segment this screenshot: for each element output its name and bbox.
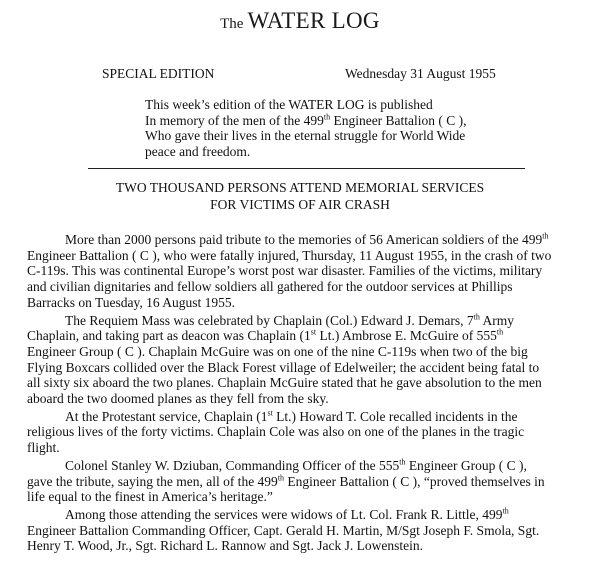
article-text: Lt.) Howard T. Cole recalled incidents in the	[272, 408, 518, 424]
article-line: Engineer Group ( C ). Chaplain McGuire was on one of the nine C-119s when two of the big	[27, 343, 528, 359]
ordinal-suffix: th	[502, 506, 509, 516]
article-text: Lt.) Ambrose E. McGuire of 555	[316, 328, 497, 344]
dedication-text: In memory of the men of the 499	[145, 112, 324, 128]
article-line: Henry T. Wood, Jr., Sgt. Richard L. Rannow and Sgt. Jack J. Lowenstein.	[27, 538, 423, 554]
article-body	[0, 232, 600, 554]
article-text: More than 2000 persons paid tribute to the memories of 56 American soldiers of the 499	[65, 232, 543, 247]
ordinal-suffix: st	[310, 327, 317, 337]
article-line	[0, 328, 600, 344]
article-line	[0, 313, 600, 329]
article-text: Engineer Battalion ( C ), “proved themselves in	[284, 473, 545, 489]
ordinal-suffix: th	[496, 327, 504, 337]
article-line	[0, 458, 600, 474]
ordinal-suffix: th	[277, 473, 285, 483]
article-line: life equal to the finest in America’s heritage.”	[27, 489, 273, 505]
article-text: At the Protestant service, Chaplain (1	[65, 408, 268, 424]
article-line: flight.	[27, 440, 60, 456]
article-text: Army	[479, 312, 515, 328]
article-line: Barracks on Tuesday, 16 August 1955.	[27, 294, 235, 310]
article-line: aboard the two doomed planes as they fell from the sky.	[27, 391, 329, 407]
article-line: Engineer Battalion Commanding Officer, Capt. Gerald H. Martin, M/Sgt Joseph F. Smola, Sgt.	[27, 522, 540, 538]
article-text: Chaplain, and taking part as deacon was Chaplain (1	[27, 328, 311, 344]
edition-label: SPECIAL EDITION	[102, 66, 215, 81]
article-text: Engineer Group ( C ),	[405, 457, 527, 473]
article-line: C-119s. This was continental Europe’s worst post war disaster. Families of the victims, military	[27, 263, 543, 279]
ordinal-suffix: st	[267, 408, 273, 418]
article-text: The Requiem Mass was celebrated by Chaplain (Col.) Edward J. Demars, 7	[65, 312, 474, 328]
article-line: Flying Boxcars collided over the Black Forest village of Edelweiler; the accident being fatal to	[27, 359, 540, 375]
dedication-notice	[145, 97, 525, 159]
edition-date: Wednesday 31 August 1955	[345, 66, 496, 81]
article-text: Colonel Stanley W. Dziuban, Commanding Officer of the 555	[65, 457, 400, 473]
dedication-line: peace and freedom.	[145, 143, 251, 159]
horizontal-rule	[88, 168, 525, 169]
ordinal-suffix: th	[323, 112, 331, 121]
dedication-line	[145, 113, 525, 129]
article-text: Among those attending the services were widows of Lt. Col. Frank R. Little, 499	[65, 506, 503, 522]
masthead-title: WATER LOG	[247, 8, 380, 33]
article-line: religious lives of the forty victims. Chaplain Cole was also on one of the planes in the tragic	[27, 424, 525, 440]
headline-line: FOR VICTIMS OF AIR CRASH	[210, 196, 390, 212]
ordinal-suffix: th	[473, 312, 480, 322]
dedication-line: Who gave their lives in the eternal struggle for World Wide	[145, 128, 466, 143]
dedication-line: This week’s edition of the WATER LOG is published	[145, 97, 433, 112]
headline-line: TWO THOUSAND PERSONS ATTEND MEMORIAL SERVICES	[115, 180, 485, 195]
masthead-prefix: The	[220, 16, 244, 32]
article-line	[0, 232, 600, 248]
article-line	[0, 507, 600, 523]
article-line: and civilian dignitaries and fellow soldiers all gathered for the outdoor services at Phillips	[27, 279, 513, 295]
article-line: all sixty six aboard the two planes. Chaplain McGuire stated that he gave absolution to the men	[27, 375, 542, 391]
masthead	[0, 6, 600, 39]
article-line	[0, 474, 600, 490]
article-line: Engineer Battalion ( C ), who were fatally injured, Thursday, 11 August 1955, in the crash of two	[27, 247, 552, 263]
ordinal-suffix: th	[542, 231, 549, 241]
article-headline	[60, 180, 540, 213]
article-line	[0, 409, 600, 425]
article-text: gave the tribute, saying the men, all of the 499	[27, 473, 278, 489]
dedication-text: Engineer Battalion ( C ),	[330, 112, 467, 128]
ordinal-suffix: th	[399, 457, 406, 467]
